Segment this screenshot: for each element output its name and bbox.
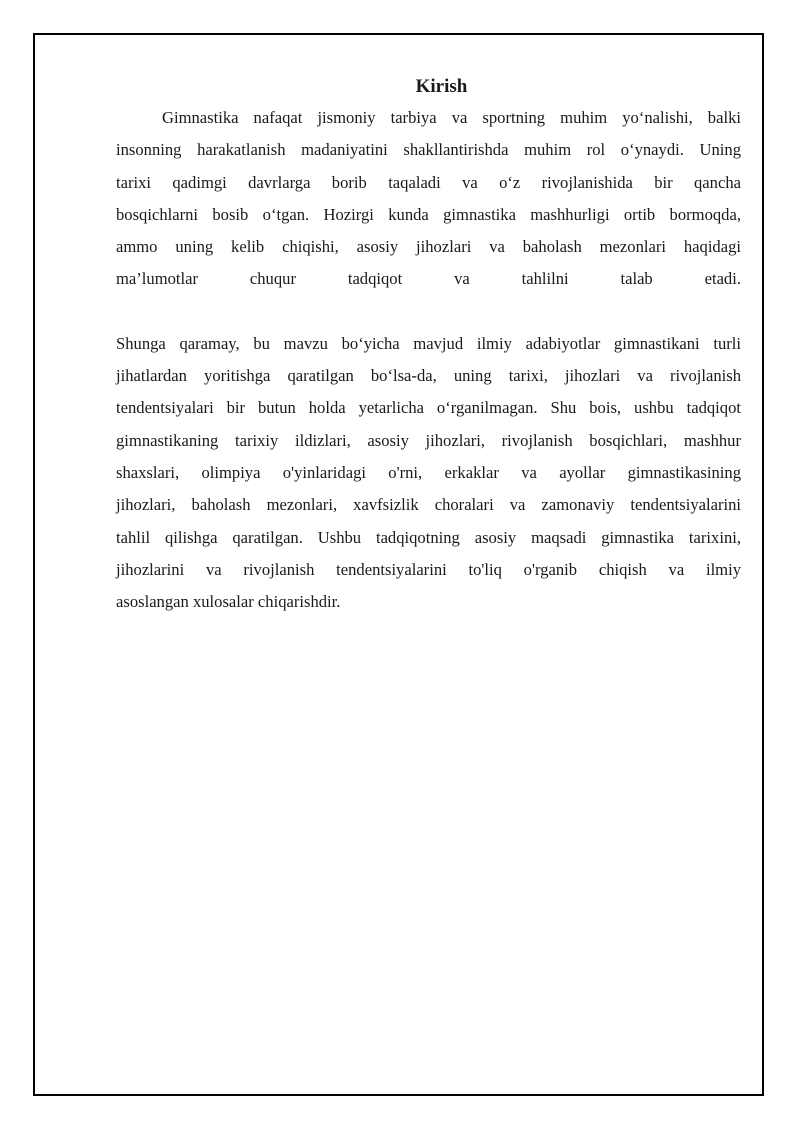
page-title: Kirish [415,76,468,97]
paragraph-line: shaxslari, olimpiya o'yinlaridagi o'rni, erkaklar va ayollar gimnastikasining [116,462,741,482]
paragraph-line: gimnastikaning tarixiy ildizlari, asosiy jihozlari, rivojlanish bosqichlari, mashhur [116,430,741,450]
paragraph-line: Shunga qaramay, bu mavzu bo‘yicha mavjud ilmiy adabiyotlar gimnastikani turli [116,333,741,353]
paragraph-line: bosqichlarni bosib o‘tgan. Hozirgi kunda gimnastika mashhurligi ortib bormoqda, [116,204,741,224]
paragraph-spacer [116,296,741,328]
paragraph-line: jihozlarini va rivojlanish tendentsiyalarini to'liq o'rganib chiqish va ilmiy [116,559,741,579]
paragraph-intro [116,102,741,296]
document-body [116,72,741,618]
paragraph-research [116,328,741,619]
paragraph-line: tendentsiyalari bir butun holda yetarlicha o‘rganilmagan. Shu bois, ushbu tadqiqot [116,398,741,418]
paragraph-line: ammo uning kelib chiqishi, asosiy jihozlari va baholash mezonlari haqidagi [116,237,741,257]
paragraph-line: jihozlari, baholash mezonlari, xavfsizlik choralari va zamonaviy tendentsiyalarini [116,495,741,515]
paragraph-line: tarixi qadimgi davrlarga borib taqaladi va o‘z rivojlanishida bir qancha [116,172,741,192]
paragraph-line: jihatlardan yoritishga qaratilgan bo‘lsa-da, uning tarixi, jihozlari va rivojlanish [116,366,741,386]
paragraph-line: insonning harakatlanish madaniyatini shakllantirishda muhim rol o‘ynaydi. Uning [116,140,741,160]
paragraph-line: ma’lumotlar chuqur tadqiqot va tahlilni talab etadi. [116,269,741,289]
paragraph-line: tahlil qilishga qaratilgan. Ushbu tadqiqotning asosiy maqsadi gimnastika tarixini, [116,527,741,547]
paragraph-line: asoslangan xulosalar chiqarishdir. [116,592,341,612]
paragraph-line: Gimnastika nafaqat jismoniy tarbiya va sportning muhim yo‘nalishi, balki [162,108,741,127]
